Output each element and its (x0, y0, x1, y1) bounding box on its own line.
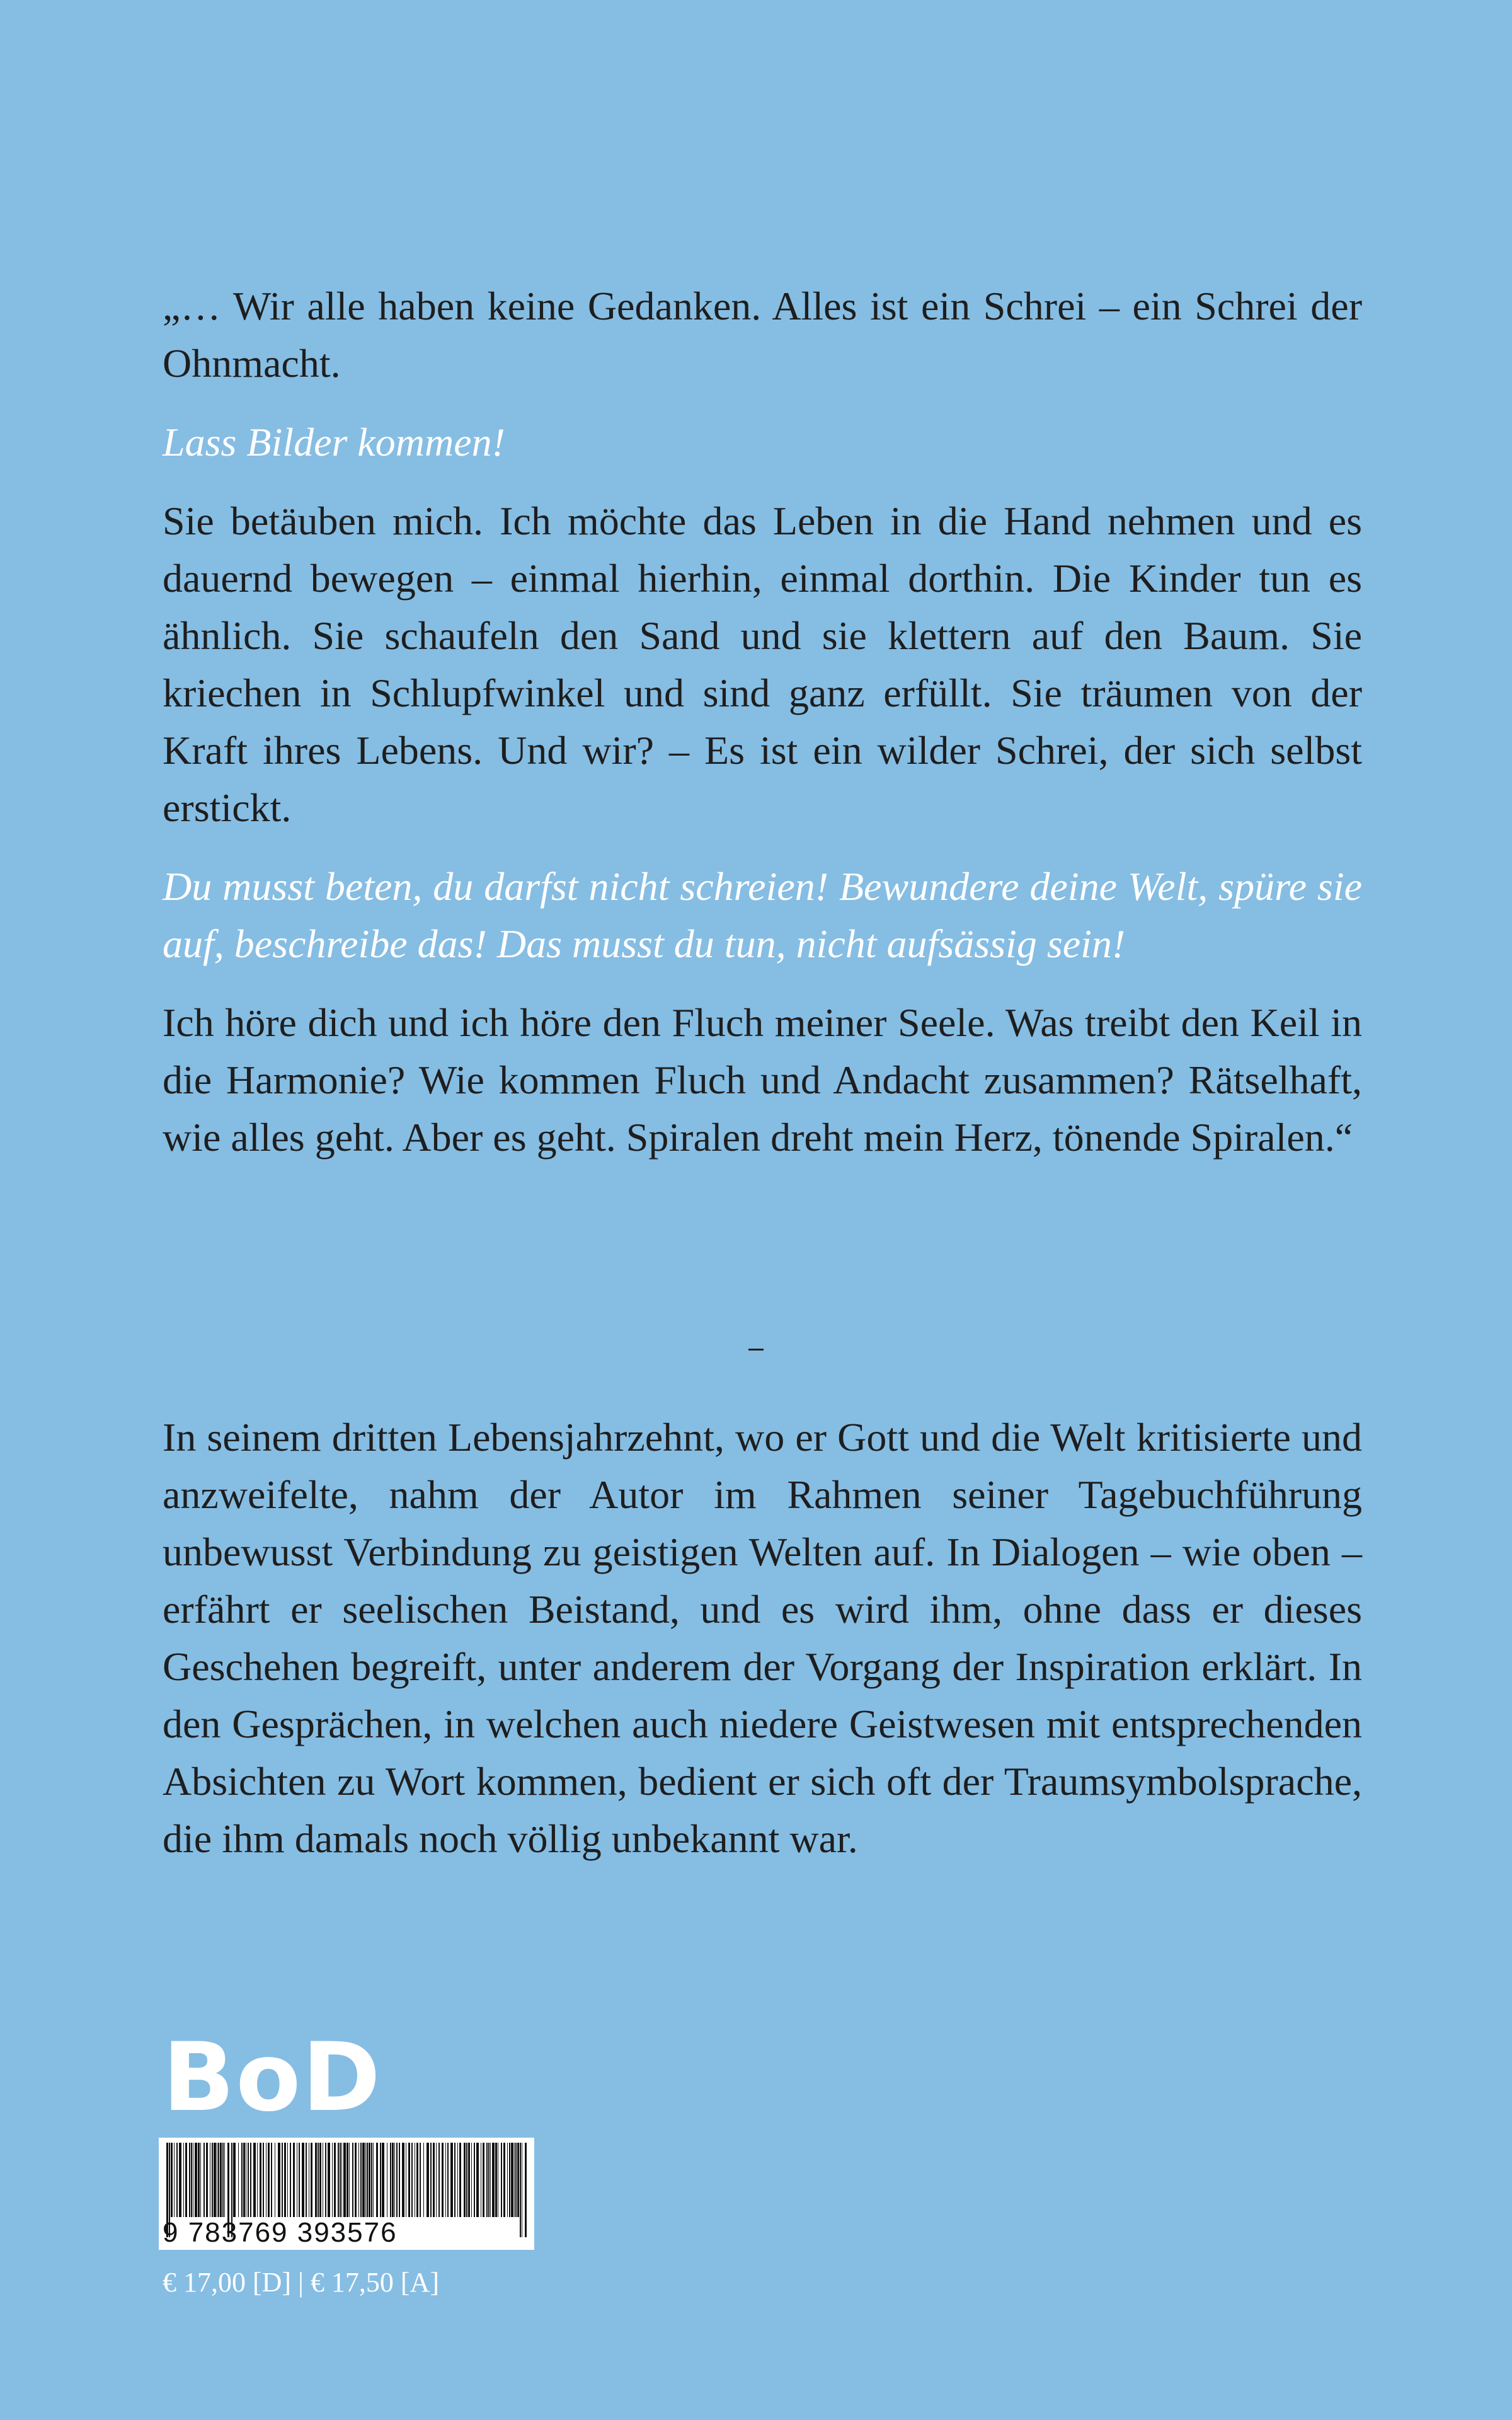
barcode-bar (319, 2143, 321, 2217)
quote-paragraph-1: „… Wir alle haben keine Gedanken. Alles ist ein Schrei – ein Schrei der Ohnmacht. (163, 284, 1362, 386)
barcode-bar (306, 2143, 307, 2217)
barcode-bar (509, 2143, 510, 2217)
barcode-bar (525, 2143, 527, 2237)
barcode-bar (343, 2143, 346, 2217)
quote-block (163, 277, 1362, 1166)
barcode-bar (325, 2143, 326, 2217)
barcode-bar (454, 2143, 455, 2217)
barcode-bar (488, 2143, 490, 2217)
barcode-bar (278, 2143, 280, 2217)
barcode-bar (373, 2143, 374, 2217)
barcode-bar (171, 2143, 173, 2217)
barcode-bar (282, 2143, 283, 2217)
barcode-bar (514, 2143, 515, 2217)
barcode-bar (299, 2143, 300, 2217)
barcode-bar (450, 2143, 453, 2217)
barcode-bar (334, 2143, 336, 2217)
book-description (163, 1409, 1362, 1867)
barcode-bar (243, 2143, 245, 2217)
barcode-bar (380, 2143, 381, 2217)
quote-paragraph-3: Sie betäuben mich. Ich möchte das Leben in die Hand nehmen und es dauernd bewegen – einmal hierhin, einmal dorthin. Die Kinder tun es ähnlich. Sie schaufeln den Sand und sie klettern auf den Baum. Sie kriechen in Schlupfwinkel und sind ganz erfüllt. Sie träumen von der Kraft ihres Lebens. Und wir? – Es ist ein wilder Schrei, der sich selbst erstickt. (163, 498, 1362, 830)
barcode-bar (402, 2143, 404, 2217)
barcode-bar (376, 2143, 378, 2217)
barcode-bar (507, 2143, 508, 2217)
barcode-bar (360, 2143, 362, 2217)
barcode-bar (390, 2143, 391, 2217)
barcode-bar (411, 2143, 413, 2217)
barcode-bar (445, 2143, 446, 2217)
barcode-bar (346, 2143, 348, 2217)
barcode-bar (248, 2143, 249, 2217)
quote-paragraph-4: Du musst beten, du darfst nicht schreien! Bewundere deine Welt, spüre sie auf, beschreibe das! Das musst du tun, nicht aufsässig sein! (163, 864, 1362, 966)
barcode-bar (466, 2143, 467, 2217)
barcode-bar (371, 2143, 372, 2217)
isbn-barcode (159, 2138, 534, 2250)
barcode-bar (218, 2143, 219, 2217)
barcode-bar (284, 2143, 286, 2217)
barcode-bar (287, 2143, 288, 2217)
barcode-bar (464, 2143, 466, 2217)
barcode-bar (318, 2143, 319, 2217)
barcode-bar (302, 2143, 304, 2217)
barcode-bar (220, 2143, 222, 2217)
barcode-bar (442, 2143, 444, 2217)
barcode-bar (457, 2143, 458, 2217)
description-paragraph: In seinem dritten Lebensjahrzehnt, wo er Gott und die Welt kritisierte und anzweifelte, nahm der Autor im Rahmen seiner Tagebuchführung unbewusst Verbindung zu geistigen Welten auf. In Dialogen – wie oben – erfährt er seelischen Beistand, und es wird ihm, ohne dass er dieses Geschehen begreift, unter anderem der Vorgang der Inspiration erklärt. In den Gesprächen, in welchen auch niedere Geistwesen mit entsprechenden Absichten zu Wort kommen, bedient er sich oft der Traumsymbolsprache, die ihm damals noch völlig unbekannt war. (163, 1415, 1362, 1861)
barcode-bar (341, 2143, 342, 2217)
publisher-logo: BoD (163, 2023, 382, 2133)
barcode-bar (224, 2143, 225, 2217)
barcode-bar (352, 2143, 353, 2217)
barcode-bar (486, 2143, 488, 2217)
barcode-bar (503, 2143, 505, 2217)
barcode-bar (501, 2143, 502, 2217)
barcode-bar (328, 2143, 330, 2217)
barcode-bar (253, 2143, 256, 2217)
barcode-bar (183, 2143, 184, 2217)
barcode-bar (340, 2143, 341, 2217)
barcode-bar (200, 2143, 201, 2217)
barcode-bar (260, 2143, 261, 2217)
barcode-bar (515, 2143, 517, 2217)
barcode-bar (268, 2143, 270, 2217)
barcode-bar (495, 2143, 497, 2217)
barcode-bar (290, 2143, 291, 2217)
barcode-bar (198, 2143, 200, 2217)
barcode-bar (355, 2143, 357, 2217)
barcode-bar (476, 2143, 479, 2217)
barcode-bar (338, 2143, 339, 2217)
barcode-bar (459, 2143, 461, 2217)
barcode-bar (474, 2143, 475, 2217)
barcode-bar (471, 2143, 472, 2217)
barcode-bar (367, 2143, 368, 2217)
barcode-bar (174, 2143, 175, 2217)
barcode-bar (206, 2143, 208, 2217)
barcode-bar (179, 2143, 181, 2217)
barcode-bar (222, 2143, 224, 2217)
barcode-bar (394, 2143, 395, 2217)
quote-paragraph-2: Lass Bilder kommen! (163, 420, 505, 464)
barcode-bar (468, 2143, 470, 2217)
section-separator (748, 1349, 764, 1351)
barcode-bar (349, 2143, 350, 2217)
barcode-bar (185, 2143, 187, 2217)
barcode-bar (420, 2143, 421, 2217)
barcode-bar (362, 2143, 365, 2217)
barcode-bar (438, 2143, 440, 2217)
barcode-bar (369, 2143, 370, 2217)
quote-paragraph-5: Ich höre dich und ich höre den Fluch meiner Seele. Was treibt den Keil in die Harmonie? Wie kommen Fluch und Andacht zusammen? Rätselhaft, wie alles geht. Aber es geht. Spiralen dreht mein Herz, tönende Spiralen.“ (163, 1000, 1362, 1160)
barcode-bar (214, 2143, 216, 2217)
barcode-bar (490, 2143, 491, 2217)
barcode-bar (250, 2143, 251, 2217)
barcode-bar (191, 2143, 192, 2217)
barcode-bar (436, 2143, 437, 2217)
barcode-bar (315, 2143, 317, 2217)
barcode-bar (233, 2143, 236, 2217)
barcode-bar (427, 2143, 429, 2217)
barcode-bar (492, 2143, 495, 2217)
price-label: € 17,00 [D] | € 17,50 [A] (163, 2267, 439, 2298)
barcode-bar (382, 2143, 384, 2217)
barcode-bar (517, 2143, 519, 2217)
barcode-bar (311, 2143, 312, 2217)
barcode-bar (433, 2143, 435, 2217)
barcode-bar (358, 2143, 359, 2217)
barcode-bar (396, 2143, 398, 2217)
barcode-bar (511, 2143, 513, 2217)
barcode-bar (241, 2143, 243, 2217)
barcode-bar (332, 2143, 333, 2217)
barcode-bar (195, 2143, 197, 2217)
barcode-bar (423, 2143, 424, 2217)
barcode-bar (520, 2143, 521, 2237)
barcode-bar (416, 2143, 418, 2217)
barcode-bar (271, 2143, 272, 2217)
barcode-bar (408, 2143, 410, 2217)
barcode-bar (447, 2143, 449, 2217)
barcode-bar (203, 2143, 205, 2217)
barcode-bar (365, 2143, 366, 2217)
barcode-bar (257, 2143, 258, 2217)
barcode-bar (176, 2143, 178, 2217)
barcode-bar (189, 2143, 190, 2217)
barcode-bar (430, 2143, 432, 2217)
barcode-bar (399, 2143, 400, 2217)
barcode-bar (263, 2143, 264, 2217)
barcode-bar (392, 2143, 394, 2217)
barcode-bar (293, 2143, 295, 2217)
barcode-bar (238, 2143, 239, 2217)
barcode-bar (483, 2143, 484, 2217)
barcode-bar (212, 2143, 213, 2217)
barcode-digits: 9 783769 393576 (163, 2217, 398, 2248)
